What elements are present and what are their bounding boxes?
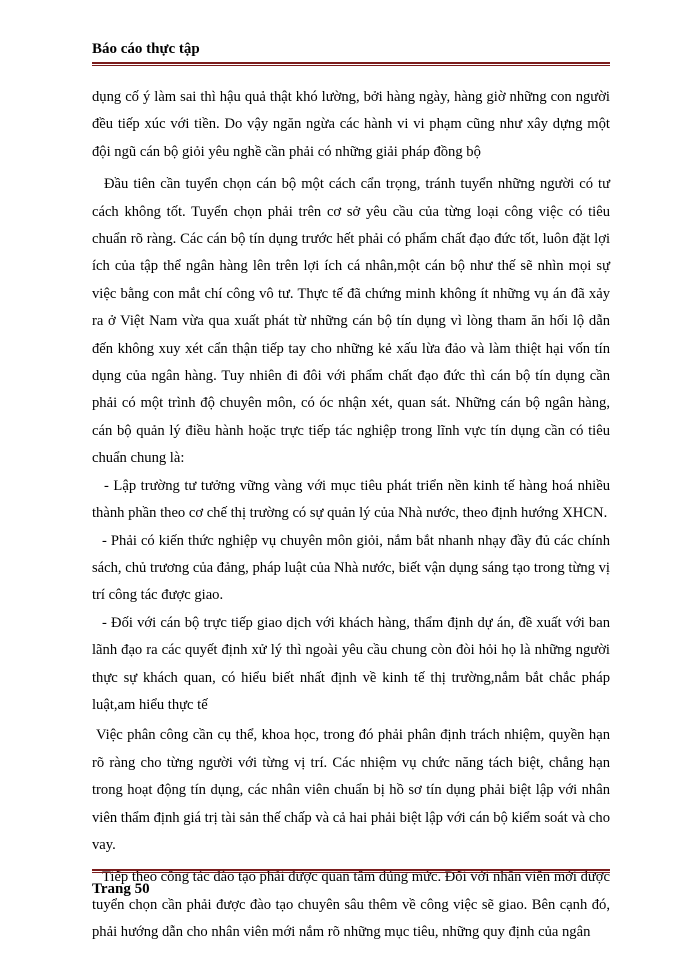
paragraph-continuation: dụng cố ý làm sai thì hậu quả thật khó lường, bởi hàng ngày, hàng giờ những con người đều tiếp xúc với tiền. Do vậy ngăn ngừa các hành vi vi phạm cũng như xây dựng một đội ngũ cán bộ giỏi yêu nghề cần phải có những giải pháp đồng bộ <box>92 89 610 160</box>
paragraph-recruitment: Đầu tiên cần tuyển chọn cán bộ một cách cẩn trọng, tránh tuyển những người có tư cách không tốt. Tuyển chọn phải trên cơ sở yêu cầu của từng loại công việc có tiêu chuẩn rõ ràng. Các cán bộ tín dụng trước hết phải có phẩm chất đạo đức tốt, luôn đặt lợi ích của tập thể ngân hàng lên trên lợi ích cá nhân,một cán bộ như thế sẽ nhìn mọi sự việc bằng con mắt chí công vô tư. Thực tế đã chứng minh không ít những vụ án đã xảy ra ở Việt Nam vừa qua xuất phát từ những cán bộ tín dụng vì lòng tham ăn hối lộ dẫn đến không xuy xét cẩn thận tiếp tay cho những kẻ xấu lừa đảo và làm thiệt hại vốn tín dụng của ngân hàng. Tuy nhiên đi đôi với phẩm chất đạo đức thì cán bộ tín dụng cần phải có một trình độ chuyên môn, có óc nhận xét, quan sát. Những cán bộ ngân hàng, cán bộ quản lý điều hành hoặc trực tiếp tác nghiệp trong lĩnh vực tín dụng cần có tiêu chuẩn chung là: <box>92 176 610 467</box>
page-header-title: Báo cáo thực tập <box>92 41 200 57</box>
header-divider <box>92 62 610 66</box>
paragraph-training: Tiếp theo công tác đào tạo phải được quan tâm đúng mức. Đối với nhân viên mới được tuyển chọn cần phải được đào tạo chuyên sâu thêm về công việc sẽ giao. Bên cạnh đó, phải hướng dẫn cho nhân viên mới nắm rõ những mục tiêu, những quy định của ngân <box>92 869 610 941</box>
footer-divider <box>92 869 610 873</box>
document-body <box>92 84 610 947</box>
paragraph-assignment: Việc phân công cần cụ thể, khoa học, trong đó phải phân định trách nhiệm, quyền hạn rõ ràng cho từng người với từng vị trí. Các nhiệm vụ chức năng tách biệt, chẳng hạn trong hoạt động tín dụng, các nhân viên chuẩn bị hồ sơ tín dụng phải biệt lập với nhân viên thẩm định giá trị tài sản thế chấp và cả hai phải biệt lập với cán bộ kiểm soát và cho vay. <box>92 727 610 853</box>
page-number: Trang 50 <box>92 881 150 897</box>
list-item-ideology: - Lập trường tư tưởng vững vàng với mục tiêu phát triển nền kinh tế hàng hoá nhiều thành phần theo cơ chế thị trường có sự quản lý của Nhà nước, theo định hướng XHCN. <box>92 477 610 522</box>
list-item-direct-staff: - Đối với cán bộ trực tiếp giao dịch với khách hàng, thẩm định dự án, đề xuất với ban lãnh đạo ra các quyết định xử lý thì ngoài yêu cầu chung còn đòi hỏi họ là những người thực sự khách quan, có hiểu biết nhất định về kinh tế thị trường,nắm bắt chắc pháp luật,am hiểu thực tế <box>92 614 610 713</box>
list-item-expertise: - Phải có kiến thức nghiệp vụ chuyên môn giỏi, nắm bắt nhanh nhạy đầy đủ các chính sách, chủ trương của đảng, pháp luật của Nhà nước, biết vận dụng sáng tạo trong từng vị trí công tác được giao. <box>92 532 610 604</box>
